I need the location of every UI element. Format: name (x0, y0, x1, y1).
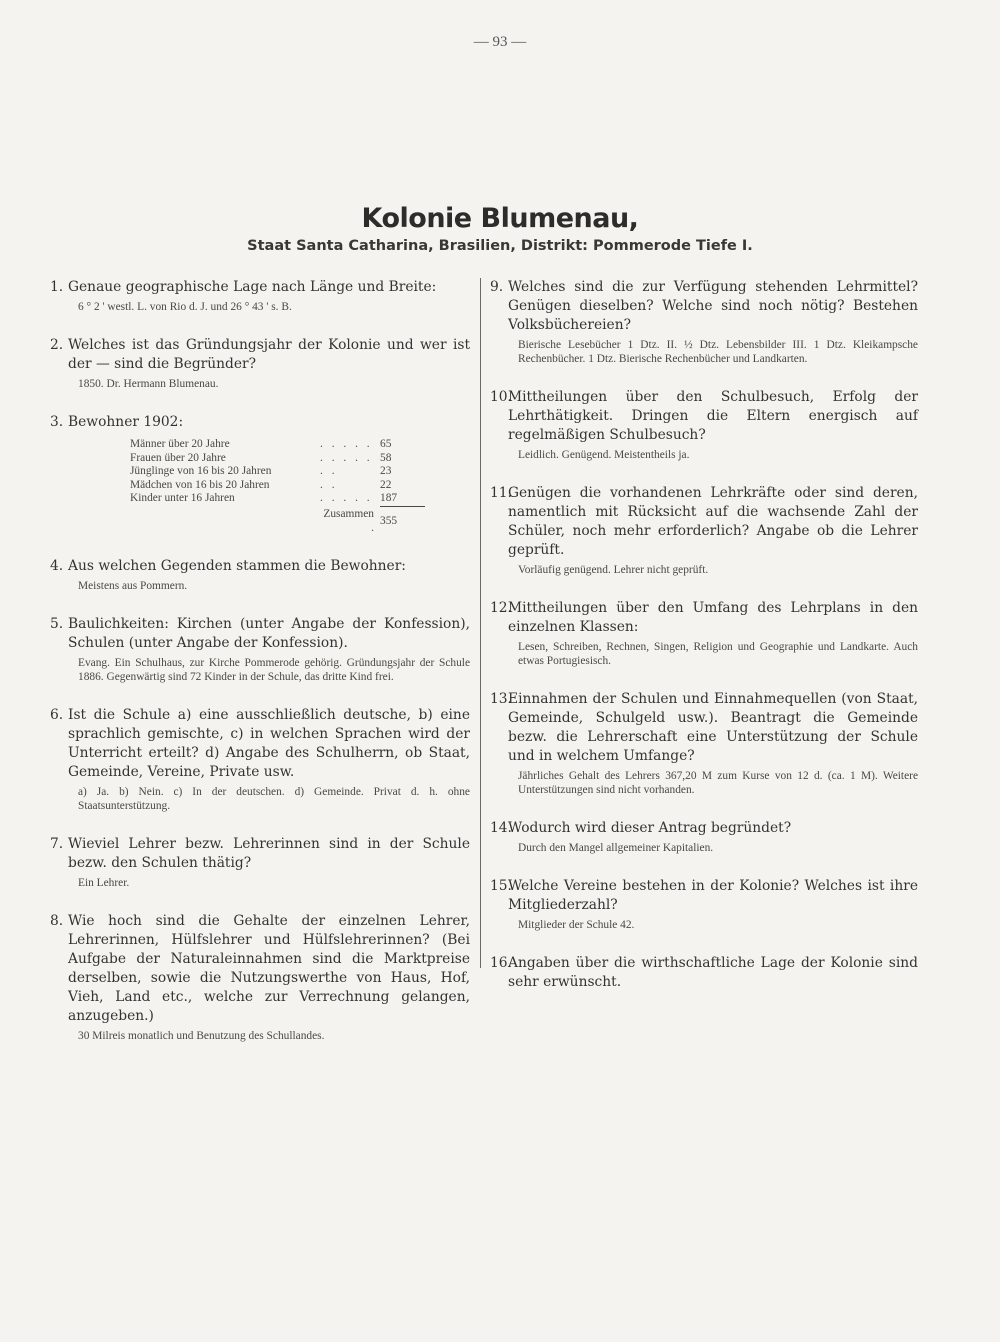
question-text: Angaben über die wirthschaftliche Lage der Kolonie sind sehr erwünscht. (508, 955, 918, 990)
question-8 (50, 912, 470, 1043)
question-11 (490, 484, 918, 577)
answer-text: Meistens aus Pommern. (78, 580, 188, 592)
question-16 (490, 954, 918, 992)
page-title: Kolonie Blumenau, (361, 203, 639, 234)
population-row (130, 492, 425, 506)
question-number: 5. (50, 616, 64, 632)
question-text: Ist die Schule a) eine ausschließlich deutsche, b) eine sprachlich gemischte, c) in welchen Sprachen wird der Unterricht erteilt? d) Angabe des Schulherrn, ob Staat, Gemeinde, Vereine, Private usw. (68, 707, 470, 780)
answer-text: Vorläufig genügend. Lehrer nicht geprüft. (518, 564, 709, 576)
population-value: 65 (380, 438, 392, 450)
population-row (130, 452, 425, 466)
question-number: 16. (490, 955, 512, 971)
question-text: Einnahmen der Schulen und Einnahmequellen (von Staat, Gemeinde, Schulgeld usw.). Beantragt die Gemeinde bezw. die Lehrerschaft eine Unterstützung der Schule und in welchem Umfange? (508, 691, 918, 764)
left-column (50, 278, 470, 1065)
question-7 (50, 835, 470, 890)
population-table (130, 438, 425, 535)
answer-text: Ein Lehrer. (78, 877, 130, 889)
question-text: Welche Vereine bestehen in der Kolonie? Welches ist ihre Mitgliederzahl? (508, 878, 918, 913)
question-10 (490, 388, 918, 462)
question-number: 7. (50, 836, 64, 852)
question-text: Bewohner 1902: (68, 414, 184, 430)
population-label: Mädchen von 16 bis 20 Jahren (130, 478, 270, 491)
population-dots: . . (320, 465, 338, 477)
question-1 (50, 278, 470, 314)
question-text: Welches ist das Gründungsjahr der Kolonie und wer ist der — sind die Begründer? (68, 337, 470, 372)
population-dots: . . . . . (320, 451, 373, 464)
population-total-label: Zusammen . (323, 508, 374, 534)
population-row (130, 465, 425, 479)
question-number: 13. (490, 691, 512, 707)
question-number: 15. (490, 878, 512, 894)
right-column (490, 278, 918, 1014)
question-text: Mittheilungen über den Umfang des Lehrplans in den einzelnen Klassen: (508, 600, 918, 635)
page-subtitle: Staat Santa Catharina, Brasilien, Distrikt: Pommerode Tiefe I. (247, 238, 753, 254)
question-3 (50, 413, 470, 535)
answer-text: Evang. Ein Schulhaus, zur Kirche Pommerode gehörig. Gründungsjahr der Schule 1886. Gegenwärtig sind 72 Kinder in der Schule, das dritte Kind frei. (78, 657, 470, 683)
question-number: 12. (490, 600, 512, 616)
population-value: 58 (380, 451, 392, 464)
question-12 (490, 599, 918, 668)
question-text: Wie hoch sind die Gehalte der einzelnen Lehrer, Lehrerinnen, Hülfslehrer und Hülfslehrerinnen? (Bei Aufgabe der Naturaleinnahmen sind die Marktpreise derselben, sowie die Nutzungswerthe von Haus, Hof, Vieh, Land etc., welche zur Verrechnung gelangen, anzugeben.) (68, 913, 470, 1024)
answer-text: Jährliches Gehalt des Lehrers 367,20 M zum Kurse von 12 d. (ca. 1 M). Weitere Unterstützungen sind nicht vorhanden. (518, 770, 918, 796)
question-number: 2. (50, 337, 64, 353)
question-5 (50, 615, 470, 684)
population-row (130, 479, 425, 493)
question-text: Wieviel Lehrer bezw. Lehrerinnen sind in der Schule bezw. den Schulen thätig? (68, 836, 470, 871)
question-text: Mittheilungen über den Schulbesuch, Erfolg der Lehrthätigkeit. Dringen die Eltern energisch auf regelmäßigen Schulbesuch? (508, 389, 918, 443)
question-number: 3. (50, 414, 64, 430)
question-number: 6. (50, 707, 64, 723)
population-label: Frauen über 20 Jahre (130, 451, 226, 464)
population-row (130, 438, 425, 452)
population-label: Männer über 20 Jahre (130, 438, 230, 450)
answer-text: 1850. Dr. Hermann Blumenau. (78, 378, 219, 390)
question-text: Wodurch wird dieser Antrag begründet? (508, 820, 792, 836)
population-value: 22 (380, 478, 392, 491)
answer-text: Lesen, Schreiben, Rechnen, Singen, Religion und Geographie und Landkarte. Auch etwas Portugiesisch. (518, 641, 918, 667)
answer-text: a) Ja. b) Nein. c) In der deutschen. d) Gemeinde. Privat d. h. ohne Staatsunterstützung. (78, 786, 470, 812)
question-number: 8. (50, 913, 64, 929)
question-number: 14. (490, 820, 512, 836)
question-4 (50, 557, 470, 593)
population-value: 23 (380, 465, 392, 477)
question-text: Genügen die vorhandenen Lehrkräfte oder sind deren, namentlich mit Rücksicht auf die wachsende Zahl der Schüler, noch mehr erforderlich? Angabe ob die Lehrer geprüft. (508, 485, 918, 558)
question-number: 9. (490, 279, 504, 295)
question-9 (490, 278, 918, 366)
question-number: 11. (490, 485, 512, 501)
question-number: 10. (490, 389, 512, 405)
question-number: 4. (50, 558, 64, 574)
answer-text: Leidlich. Genügend. Meistentheils ja. (518, 449, 690, 461)
page-number: — 93 — (473, 34, 527, 50)
answer-text: 6 ° 2 ' westl. L. von Rio d. J. und 26 ° 43 ' s. B. (78, 301, 292, 313)
answer-text: Bierische Lesebücher 1 Dtz. II. ½ Dtz. Lebensbilder III. 1 Dtz. Kleikampsche Rechenbücher. 1 Dtz. Bierische Rechenbücher und Landkarten. (518, 339, 918, 365)
question-text: Genaue geographische Lage nach Länge und Breite: (68, 279, 437, 295)
answer-text: 30 Milreis monatlich und Benutzung des Schullandes. (78, 1030, 325, 1042)
population-total-value: 355 (380, 515, 398, 527)
population-total-row (130, 506, 425, 535)
question-text: Welches sind die zur Verfügung stehenden Lehrmittel? Genügen dieselben? Welche sind noch nötig? Bestehen Volksbüchereien? (508, 279, 918, 333)
question-text: Baulichkeiten: Kirchen (unter Angabe der Konfession), Schulen (unter Angabe der Konfession). (68, 616, 470, 651)
question-text: Aus welchen Gegenden stammen die Bewohner: (68, 558, 406, 574)
answer-text: Durch den Mangel allgemeiner Kapitalien. (518, 842, 714, 854)
question-2 (50, 336, 470, 391)
population-dots: . . . . . (320, 492, 373, 505)
question-number: 1. (50, 279, 64, 295)
question-13 (490, 690, 918, 797)
population-label: Kinder unter 16 Jahren (130, 492, 235, 505)
population-dots: . . . . . (320, 438, 373, 450)
column-divider (480, 278, 481, 968)
population-value: 187 (380, 492, 425, 506)
question-6 (50, 706, 470, 813)
population-dots: . . (320, 478, 338, 491)
question-15 (490, 877, 918, 932)
question-14 (490, 819, 918, 855)
population-label: Jünglinge von 16 bis 20 Jahren (130, 465, 272, 477)
answer-text: Mitglieder der Schule 42. (518, 919, 635, 931)
